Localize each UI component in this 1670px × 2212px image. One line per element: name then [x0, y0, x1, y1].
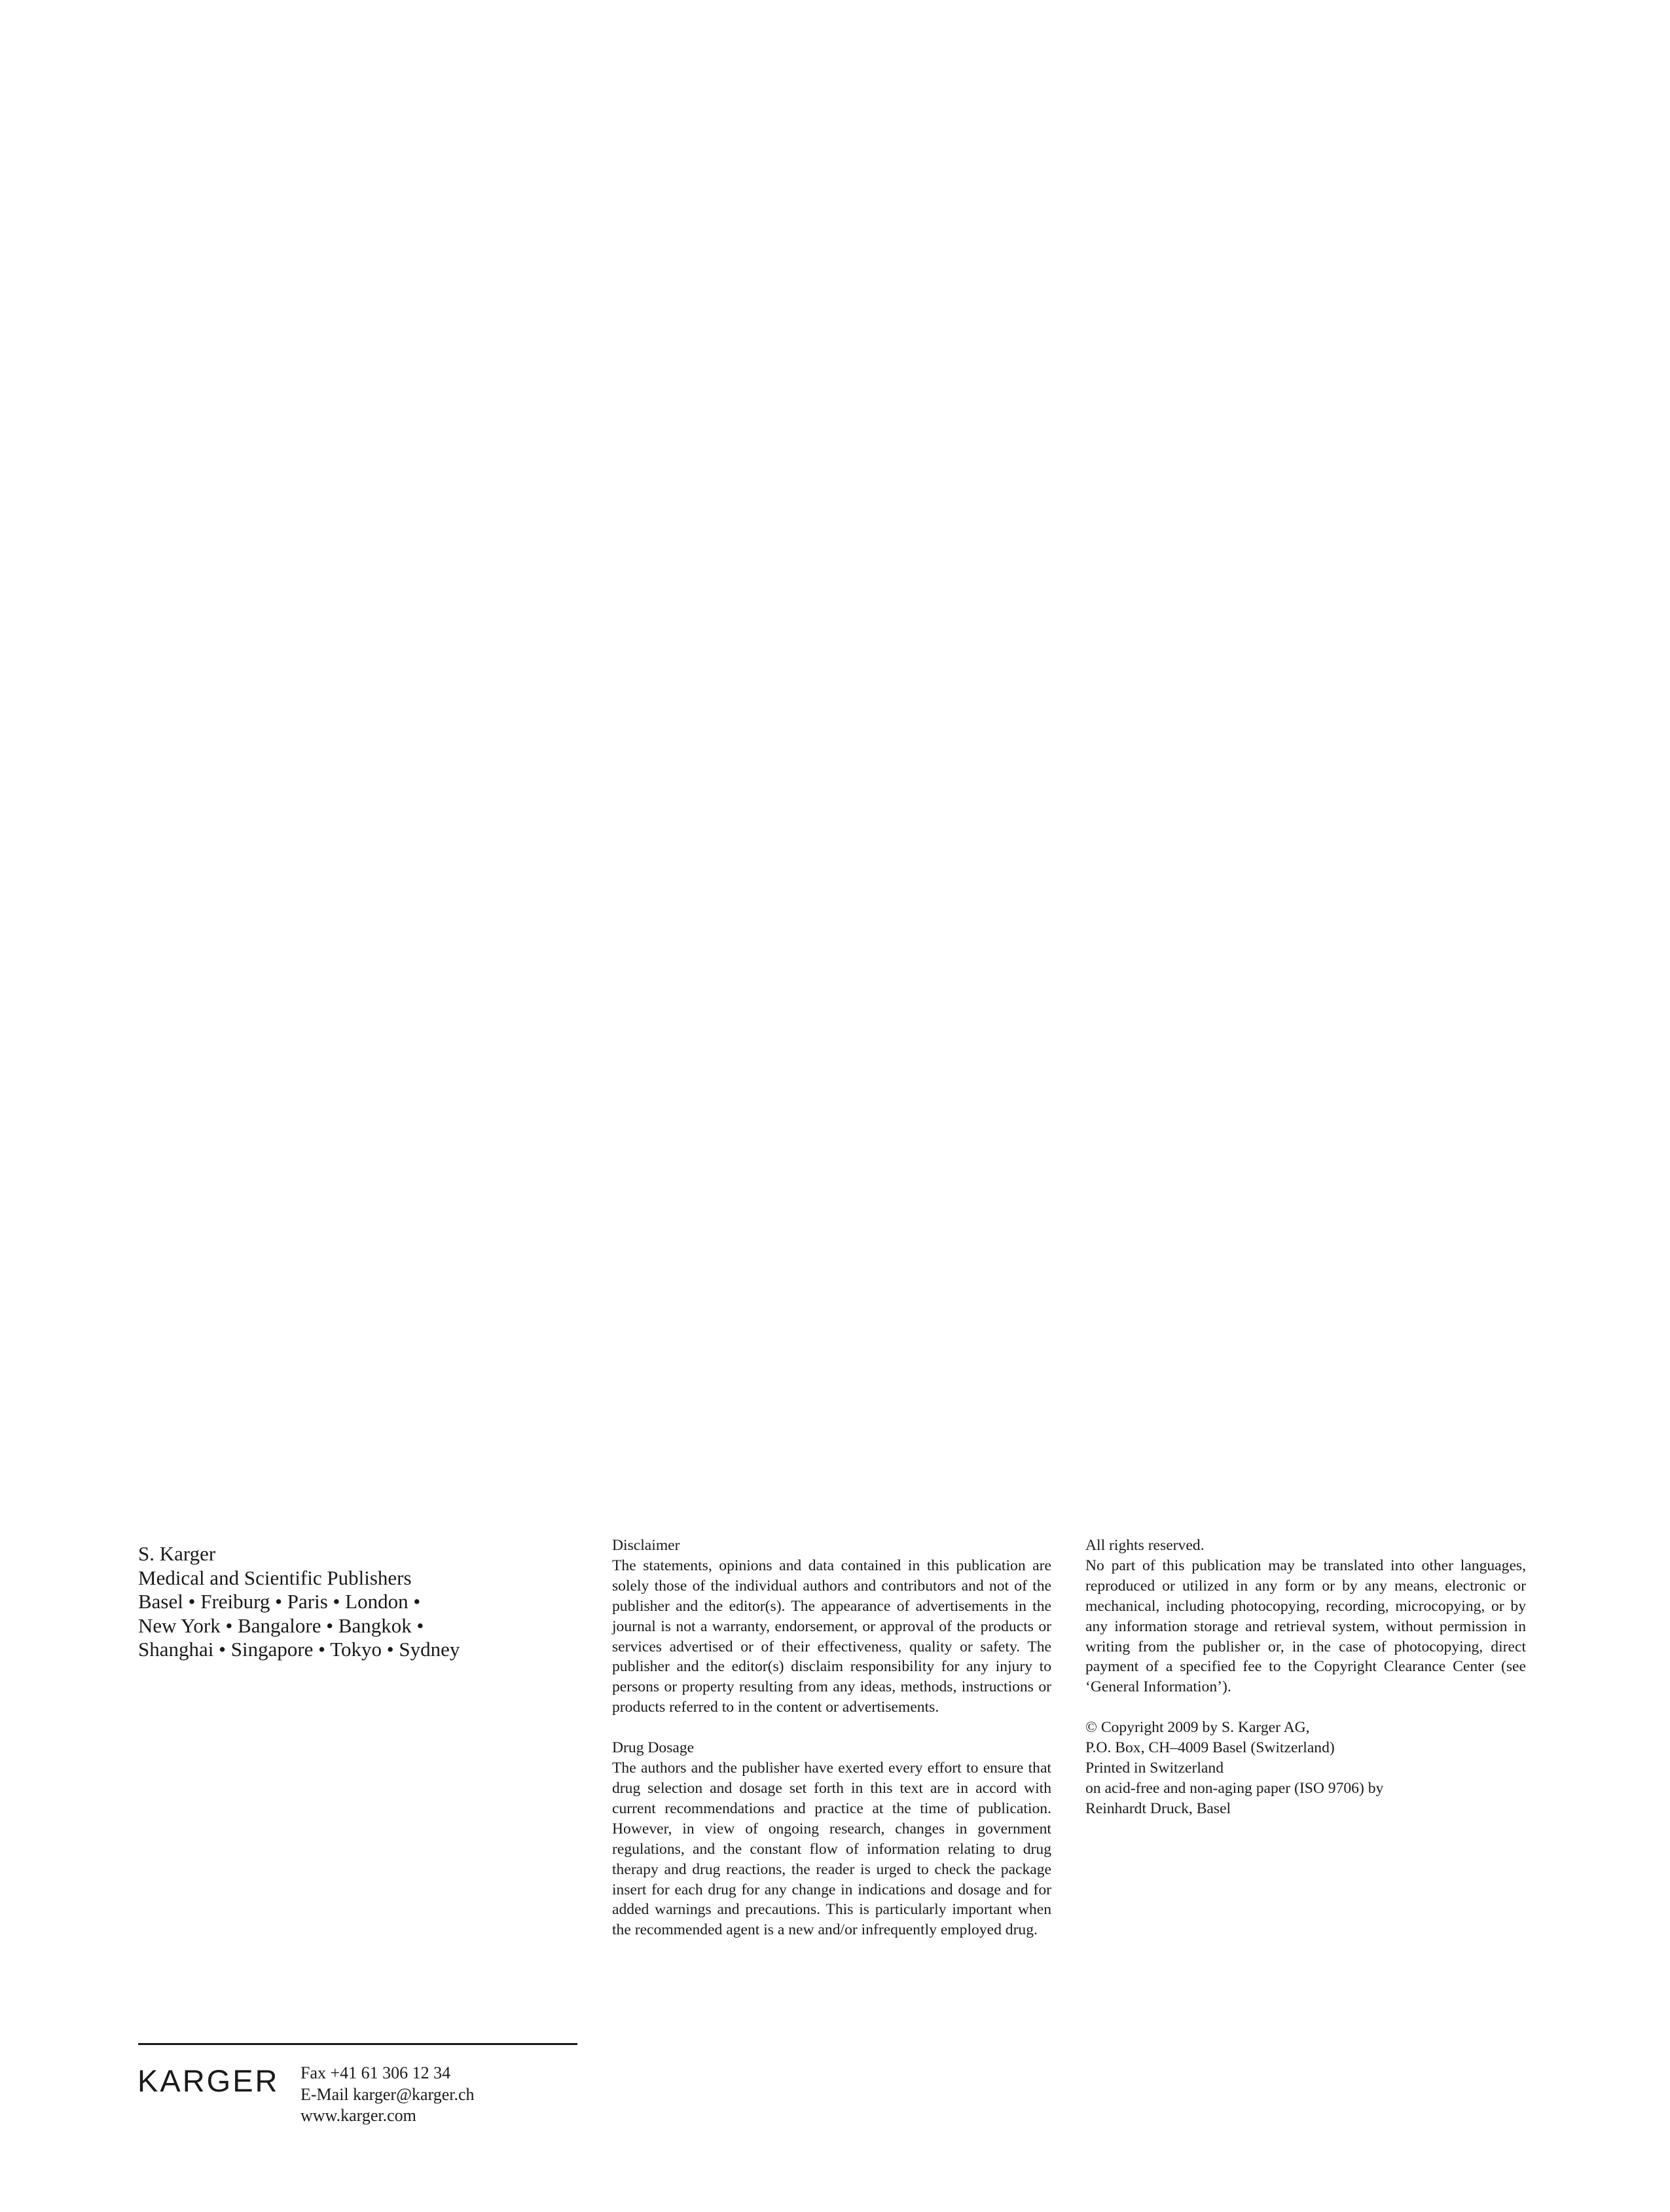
- contact-block: [300, 2063, 475, 2127]
- fax-number: Fax +41 61 306 12 34: [300, 2063, 451, 2082]
- disclaimer-column: [612, 1536, 1051, 1940]
- copyright-line: P.O. Box, CH–4009 Basel (Switzerland): [1085, 1739, 1335, 1757]
- copyright-line: on acid-free and non-aging paper (ISO 9706) by: [1085, 1779, 1384, 1797]
- footer-divider: [138, 2043, 577, 2045]
- spacer: [612, 1718, 1051, 1738]
- rights-column: [1085, 1536, 1526, 1819]
- spacer: [1085, 1697, 1526, 1718]
- disclaimer-text: The statements, opinions and data contained in this publication are solely those of the individual authors and contributors and not of the publisher and the editor(s). The appearance of advertisements in the journal is not a warranty, endorsement, or approval of the products or services advertised or of their effectiveness, quality or safety. The publisher and the editor(s) disclaim responsibility for any injury to persons or property resulting from any ideas, methods, instructions or products referred to in the content or advertisements.: [612, 1557, 1051, 1716]
- rights-heading: All rights reserved.: [1085, 1537, 1205, 1554]
- publisher-name: S. Karger: [138, 1542, 216, 1565]
- email-address: E-Mail karger@karger.ch: [300, 2084, 475, 2104]
- copyright-line: Printed in Switzerland: [1085, 1760, 1224, 1777]
- publisher-subtitle: Medical and Scientific Publishers: [138, 1566, 412, 1589]
- rights-text: No part of this publication may be translated into other languages, reproduced or utilized in any form or by any means, electronic or mechanical, including photocopying, recording, microcopying, or by any information storage and retrieval system, without permission in writing from the publisher or, in the case of photocopying, direct payment of a specified fee to the Copyright Clearance Center (see ‘General Information’).: [1085, 1557, 1526, 1696]
- publisher-locations-line: Basel • Freiburg • Paris • London •: [138, 1590, 421, 1613]
- publisher-block: [138, 1542, 505, 1662]
- copyright-line: © Copyright 2009 by S. Karger AG,: [1085, 1719, 1310, 1737]
- copyright-line: Reinhardt Druck, Basel: [1085, 1799, 1231, 1817]
- website-link: www.karger.com: [300, 2106, 416, 2125]
- karger-logo: KARGER: [137, 2063, 280, 2098]
- disclaimer-heading: Disclaimer: [612, 1537, 680, 1554]
- publisher-locations-line: New York • Bangalore • Bangkok •: [138, 1613, 424, 1637]
- drug-dosage-text: The authors and the publisher have exerted every effort to ensure that drug selection and dosage set forth in this text are in accord with current recommendations and practice at the time of publication. However, in view of ongoing research, changes in government regulations, and the constant flow of information relating to drug therapy and drug reactions, the reader is urged to check the package insert for each drug for any change in indications and dosage and for added warnings and precautions. This is particularly important when the recommended agent is a new and/or infrequently employed drug.: [612, 1760, 1051, 1939]
- publisher-locations-line: Shanghai • Singapore • Tokyo • Sydney: [138, 1638, 460, 1661]
- drug-dosage-heading: Drug Dosage: [612, 1739, 695, 1757]
